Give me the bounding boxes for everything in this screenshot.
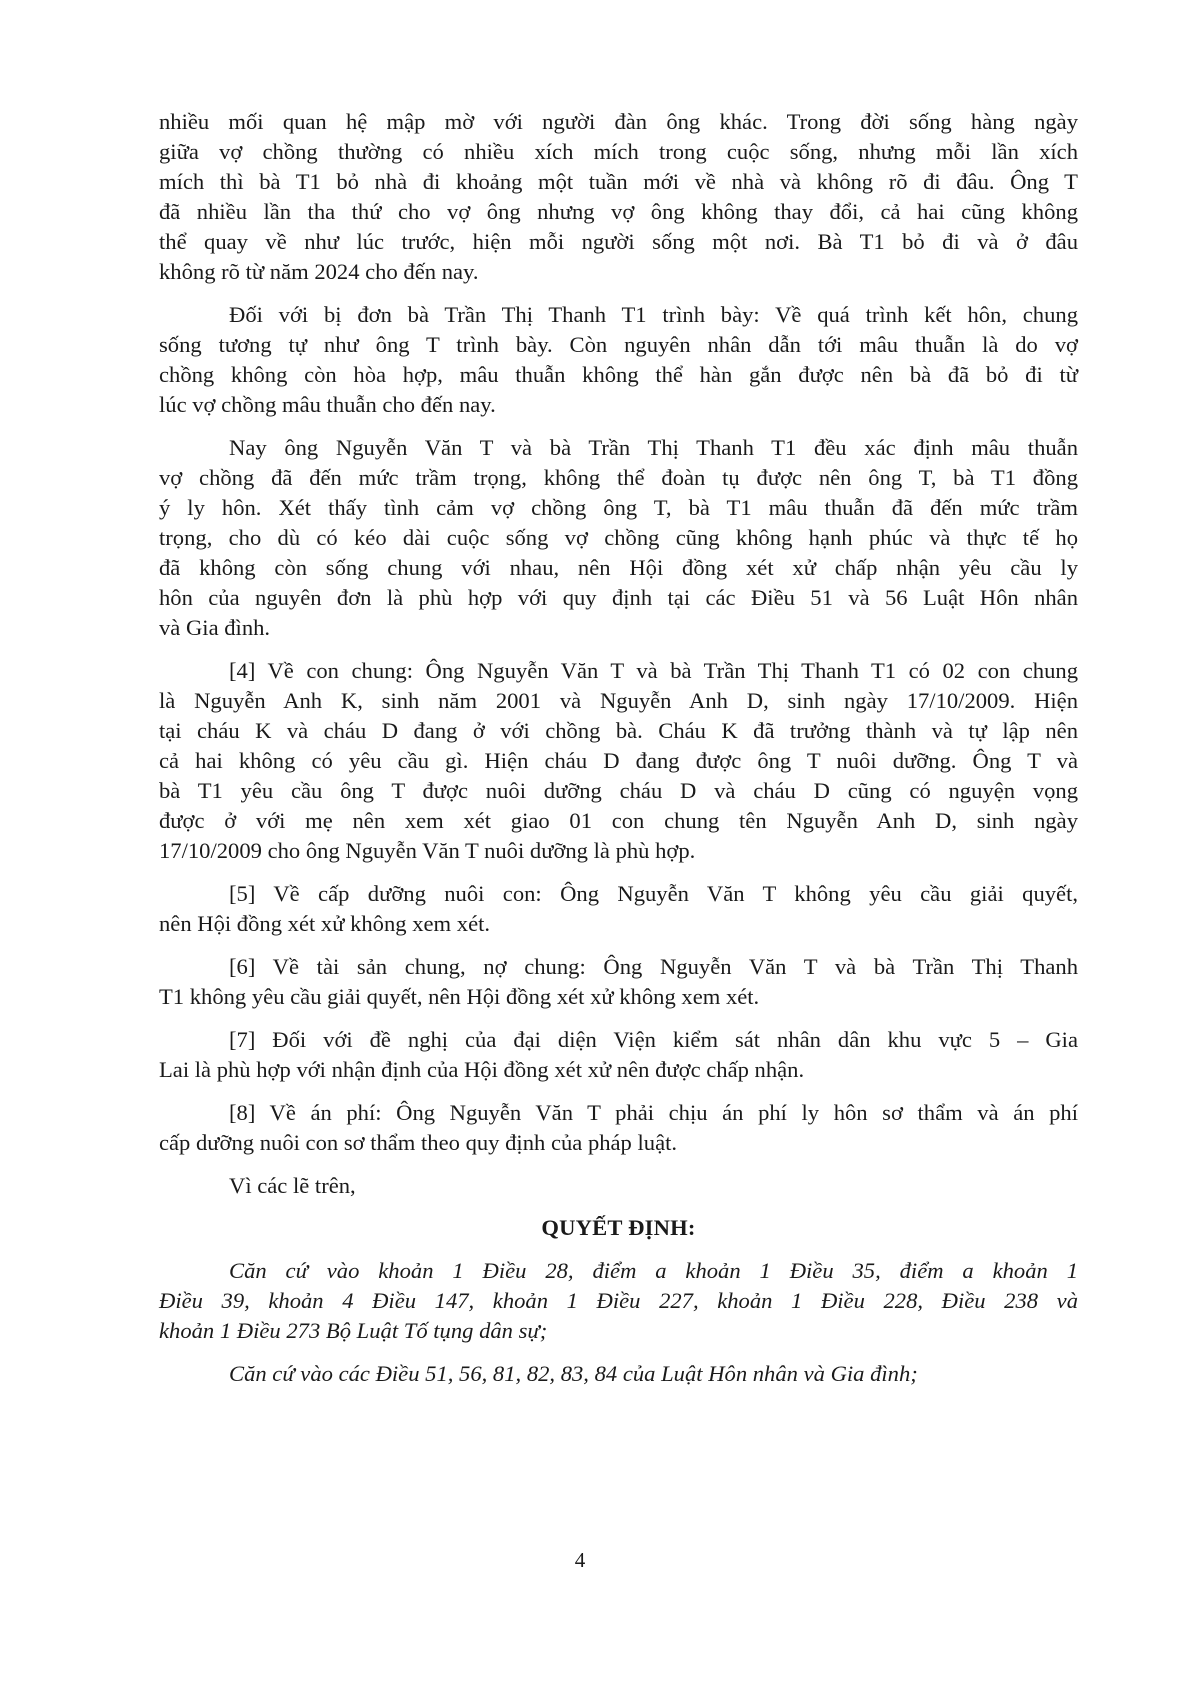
document-page [159, 107, 1078, 1389]
paragraph-vi-cac-le [159, 1171, 1078, 1201]
text-line: đã nhiều lần tha thứ cho vợ ông nhưng vợ ông không thay đổi, cả hai cũng không [159, 199, 1078, 224]
text-line: Lai là phù hợp với nhận định của Hội đồng xét xử nên được chấp nhận. [159, 1057, 805, 1082]
paragraph-4-con-chung [159, 656, 1078, 866]
text-line: được ở với mẹ nên xem xét giao 01 con chung tên Nguyễn Anh D, sinh ngày [159, 808, 1078, 833]
decision-heading: QUYẾT ĐỊNH: [541, 1215, 696, 1240]
text-line: trọng, cho dù có kéo dài cuộc sống vợ chồng cũng không hạnh phúc và thực tế họ [159, 525, 1078, 550]
text-line: Căn cứ vào các Điều 51, 56, 81, 82, 83, 84 của Luật Hôn nhân và Gia đình; [229, 1361, 918, 1386]
text-line: sống tương tự như ông T trình bày. Còn nguyên nhân dẫn tới mâu thuẫn là do vợ [159, 332, 1078, 357]
text-line: Nay ông Nguyễn Văn T và bà Trần Thị Thanh T1 đều xác định mâu thuẫn [229, 435, 1078, 460]
text-line: và Gia đình. [159, 615, 271, 640]
paragraph-spacer [159, 866, 1078, 879]
spacer [159, 1201, 1078, 1213]
paragraph-bi-don [159, 300, 1078, 420]
paragraph-spacer [159, 1085, 1078, 1098]
paragraph-spacer [159, 939, 1078, 952]
paragraph-continuation [159, 107, 1078, 287]
text-line: Căn cứ vào khoản 1 Điều 28, điểm a khoản 1 Điều 35, điểm a khoản 1 [229, 1258, 1078, 1283]
text-line: nên Hội đồng xét xử không xem xét. [159, 911, 491, 936]
paragraph-spacer [159, 1158, 1078, 1171]
text-line: 17/10/2009 cho ông Nguyễn Văn T nuôi dưỡng là phù hợp. [159, 838, 696, 863]
paragraph-spacer [159, 643, 1078, 656]
text-line: cả hai không có yêu cầu gì. Hiện cháu D đang được ông T nuôi dưỡng. Ông T và [159, 748, 1078, 773]
text-line: nhiều mối quan hệ mập mờ với người đàn ông khác. Trong đời sống hàng ngày [159, 109, 1078, 134]
text-line: [8] Về án phí: Ông Nguyễn Văn T phải chịu án phí ly hôn sơ thẩm và án phí [229, 1100, 1078, 1125]
text-line: đã không còn sống chung với nhau, nên Hội đồng xét xử chấp nhận yêu cầu ly [159, 555, 1078, 580]
paragraph-ly-hon [159, 433, 1078, 643]
text-line: hôn của nguyên đơn là phù hợp với quy định tại các Điều 51 và 56 Luật Hôn nhân [159, 585, 1078, 610]
page-number: 4 [574, 1548, 586, 1572]
decision-section [159, 1256, 1078, 1389]
paragraph-8-an-phi [159, 1098, 1078, 1158]
text-line: cấp dưỡng nuôi con sơ thẩm theo quy định của pháp luật. [159, 1130, 678, 1155]
paragraph-7-de-nghi [159, 1025, 1078, 1085]
text-line: vợ chồng đã đến mức trầm trọng, không thể đoàn tụ được nên ông T, bà T1 đồng [159, 465, 1078, 490]
text-line: Đối với bị đơn bà Trần Thị Thanh T1 trình bày: Về quá trình kết hôn, chung [229, 302, 1078, 327]
text-line: bà T1 yêu cầu ông T được nuôi dưỡng cháu D và cháu D cũng có nguyện vọng [159, 778, 1078, 803]
paragraph-can-cu-2 [159, 1359, 1078, 1389]
text-line: lúc vợ chồng mâu thuẫn cho đến nay. [159, 392, 496, 417]
text-line: Vì các lẽ trên, [229, 1173, 356, 1198]
paragraph-spacer [159, 287, 1078, 300]
paragraph-spacer [159, 1012, 1078, 1025]
text-line: tại cháu K và cháu D đang ở với chồng bà. Cháu K đã trưởng thành và tự lập nên [159, 718, 1078, 743]
text-line: [7] Đối với đề nghị của đại diện Viện kiểm sát nhân dân khu vực 5 – Gia [229, 1027, 1078, 1052]
text-line: [4] Về con chung: Ông Nguyễn Văn T và bà Trần Thị Thanh T1 có 02 con chung [229, 658, 1078, 683]
text-line: là Nguyễn Anh K, sinh năm 2001 và Nguyễn Anh D, sinh ngày 17/10/2009. Hiện [159, 688, 1078, 713]
paragraph-spacer [159, 1346, 1078, 1359]
text-line: chồng không còn hòa hợp, mâu thuẫn không thể hàn gắn được nên bà đã bỏ đi từ [159, 362, 1078, 387]
paragraph-6-tai-san [159, 952, 1078, 1012]
text-line: [5] Về cấp dưỡng nuôi con: Ông Nguyễn Văn T không yêu cầu giải quyết, [229, 881, 1078, 906]
text-line: ý ly hôn. Xét thấy tình cảm vợ chồng ông T, bà T1 mâu thuẫn đã đến mức trầm [159, 495, 1078, 520]
text-line: mích thì bà T1 bỏ nhà đi khoảng một tuần mới về nhà và không rõ đi đâu. Ông T [159, 169, 1078, 194]
text-line: T1 không yêu cầu giải quyết, nên Hội đồng xét xử không xem xét. [159, 984, 760, 1009]
text-line: thể quay về như lúc trước, hiện mỗi người sống một nơi. Bà T1 bỏ đi và ở đâu [159, 229, 1078, 254]
reasoning-section [159, 107, 1078, 1201]
text-line: khoản 1 Điều 273 Bộ Luật Tố tụng dân sự; [159, 1318, 548, 1343]
paragraph-5-cap-duong [159, 879, 1078, 939]
paragraph-spacer [159, 420, 1078, 433]
text-line: Điều 39, khoản 4 Điều 147, khoản 1 Điều 227, khoản 1 Điều 228, Điều 238 và [159, 1288, 1078, 1313]
text-line: [6] Về tài sản chung, nợ chung: Ông Nguyễn Văn T và bà Trần Thị Thanh [229, 954, 1078, 979]
spacer [159, 1243, 1078, 1256]
text-line: không rõ từ năm 2024 cho đến nay. [159, 259, 479, 284]
text-line: giữa vợ chồng thường có nhiều xích mích trong cuộc sống, nhưng mỗi lần xích [159, 139, 1078, 164]
paragraph-can-cu-1 [159, 1256, 1078, 1346]
